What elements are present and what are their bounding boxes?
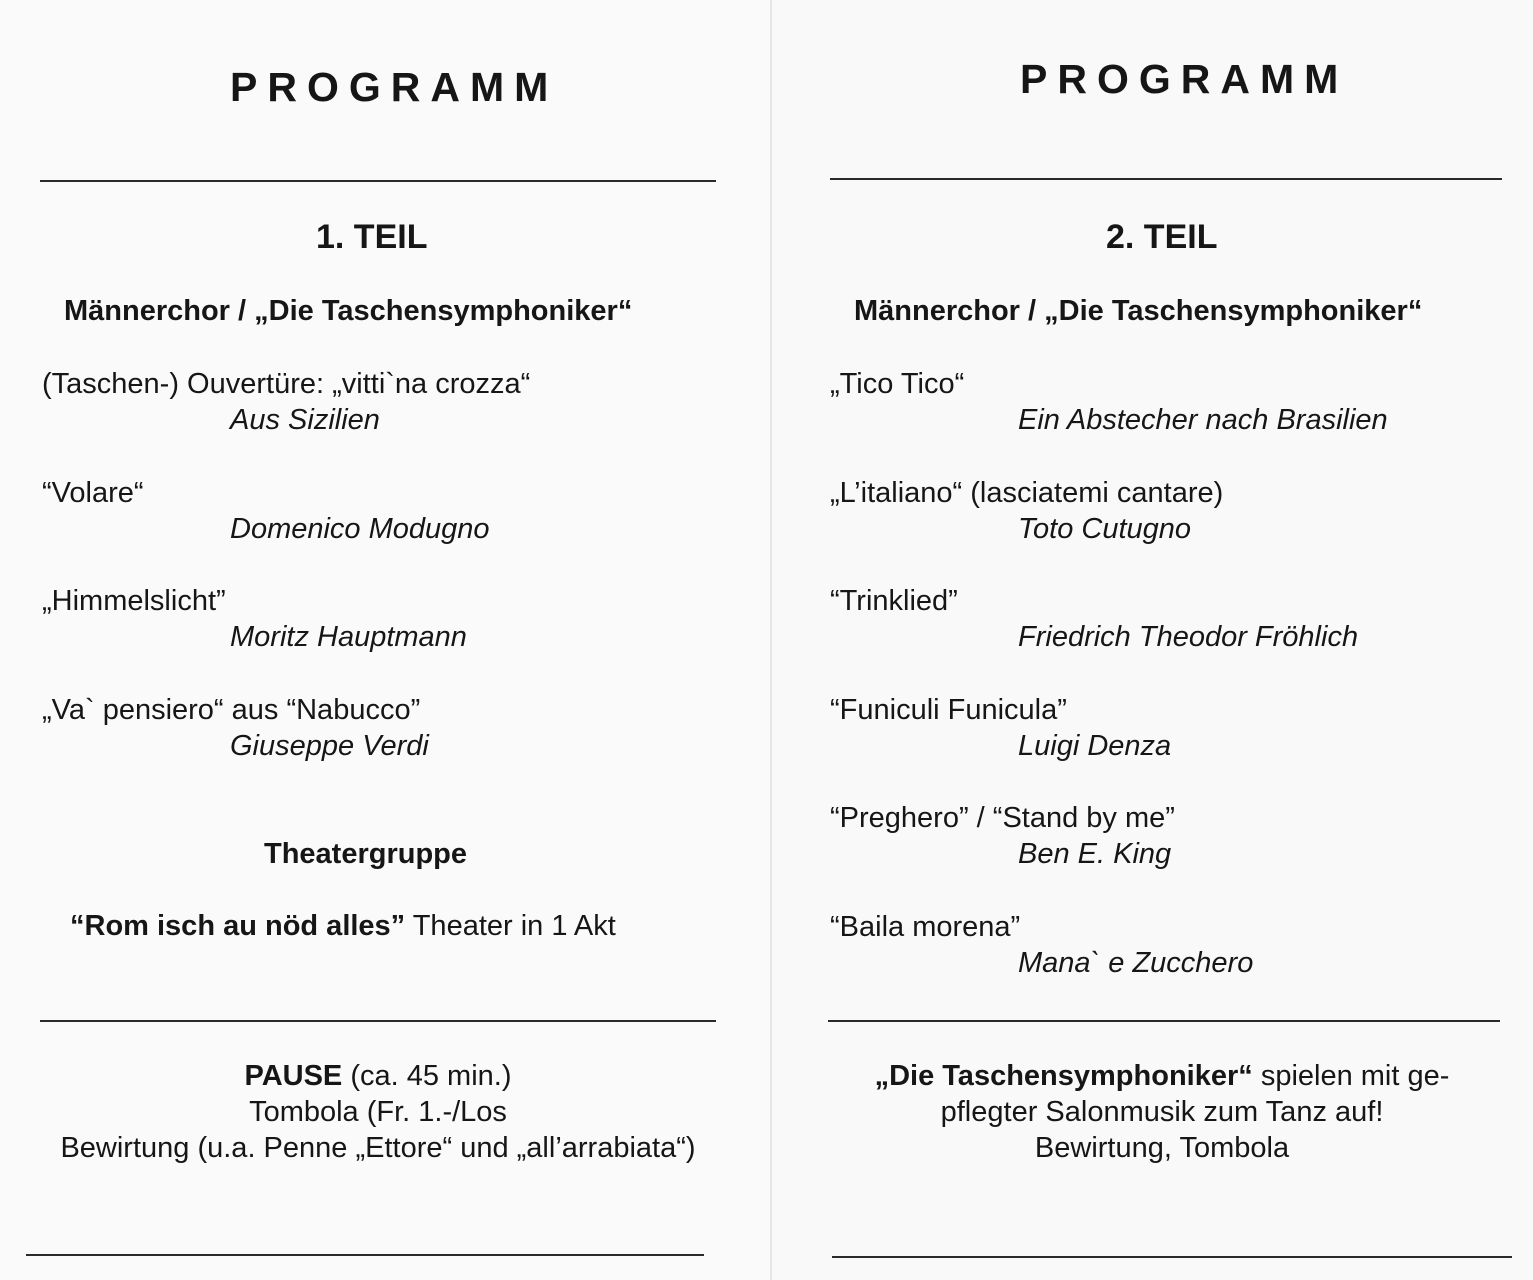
pause-bewirtung: Bewirtung (u.a. Penne „Ettore“ und „all’arrabiata“) xyxy=(60,1132,696,1164)
pause-line xyxy=(40,1058,716,1094)
piece-composer: Luigi Denza xyxy=(1018,730,1172,762)
divider-top xyxy=(830,178,1502,180)
piece-composer: Mana` e Zucchero xyxy=(1018,947,1254,979)
pause-tombola: Tombola (Fr. 1.-/Los xyxy=(249,1096,507,1128)
pause-block xyxy=(40,1058,716,1166)
piece-composer: Giuseppe Verdi xyxy=(230,730,429,762)
closing-ensemble: „Die Taschensymphoniker“ xyxy=(874,1060,1253,1092)
right-page xyxy=(772,0,1533,1280)
piece-title: “Trinklied” xyxy=(830,585,958,617)
closing-line: Bewirtung, Tombola xyxy=(1034,1132,1290,1164)
piece-composer: Moritz Hauptmann xyxy=(230,621,467,653)
piece-composer: Domenico Modugno xyxy=(230,513,490,545)
part-heading: 1. TEIL xyxy=(316,218,428,256)
piece-composer: Aus Sizilien xyxy=(230,404,380,436)
piece-title: (Taschen-) Ouvertüre: „vitti`na crozza“ xyxy=(42,368,531,400)
divider-bottom xyxy=(832,1256,1512,1258)
piece-title: “Baila morena” xyxy=(830,911,1021,943)
part-heading: 2. TEIL xyxy=(1106,218,1218,256)
divider-middle xyxy=(828,1020,1500,1022)
pause-duration: (ca. 45 min.) xyxy=(342,1060,512,1092)
page-title: PROGRAMM xyxy=(1020,56,1349,102)
theater-line xyxy=(70,910,616,943)
divider-top xyxy=(40,180,716,182)
pause-label: PAUSE xyxy=(244,1060,343,1092)
group-heading: Männerchor / „Die Taschensymphoniker“ xyxy=(854,295,1423,327)
theater-title: “Rom isch au nöd alles” xyxy=(70,910,406,942)
theater-description: Theater in 1 Akt xyxy=(405,910,616,942)
piece-composer: Ein Abstecher nach Brasilien xyxy=(1018,404,1388,436)
theater-heading: Theatergruppe xyxy=(264,838,468,870)
closing-line: pflegter Salonmusik zum Tanz auf! xyxy=(940,1096,1384,1128)
group-heading: Männerchor / „Die Taschensymphoniker“ xyxy=(64,295,633,327)
piece-title: “Volare“ xyxy=(42,477,144,509)
closing-block xyxy=(812,1058,1512,1166)
divider-middle xyxy=(40,1020,716,1022)
closing-line xyxy=(812,1058,1512,1094)
piece-title: „L’italiano“ (lasciatemi cantare) xyxy=(830,477,1224,509)
page-title: PROGRAMM xyxy=(230,64,559,110)
piece-title: „Va` pensiero“ aus “Nabucco” xyxy=(42,694,421,726)
piece-title: “Preghero” / “Stand by me” xyxy=(830,802,1175,834)
piece-title: „Himmelslicht” xyxy=(42,585,226,617)
piece-title: „Tico Tico“ xyxy=(830,368,965,400)
divider-bottom xyxy=(26,1254,704,1256)
piece-composer: Ben E. King xyxy=(1018,838,1172,870)
piece-title: “Funiculi Funicula” xyxy=(830,694,1067,726)
closing-text: spielen mit ge- xyxy=(1252,1060,1450,1092)
piece-composer: Toto Cutugno xyxy=(1018,513,1192,545)
piece-composer: Friedrich Theodor Fröhlich xyxy=(1018,621,1359,653)
